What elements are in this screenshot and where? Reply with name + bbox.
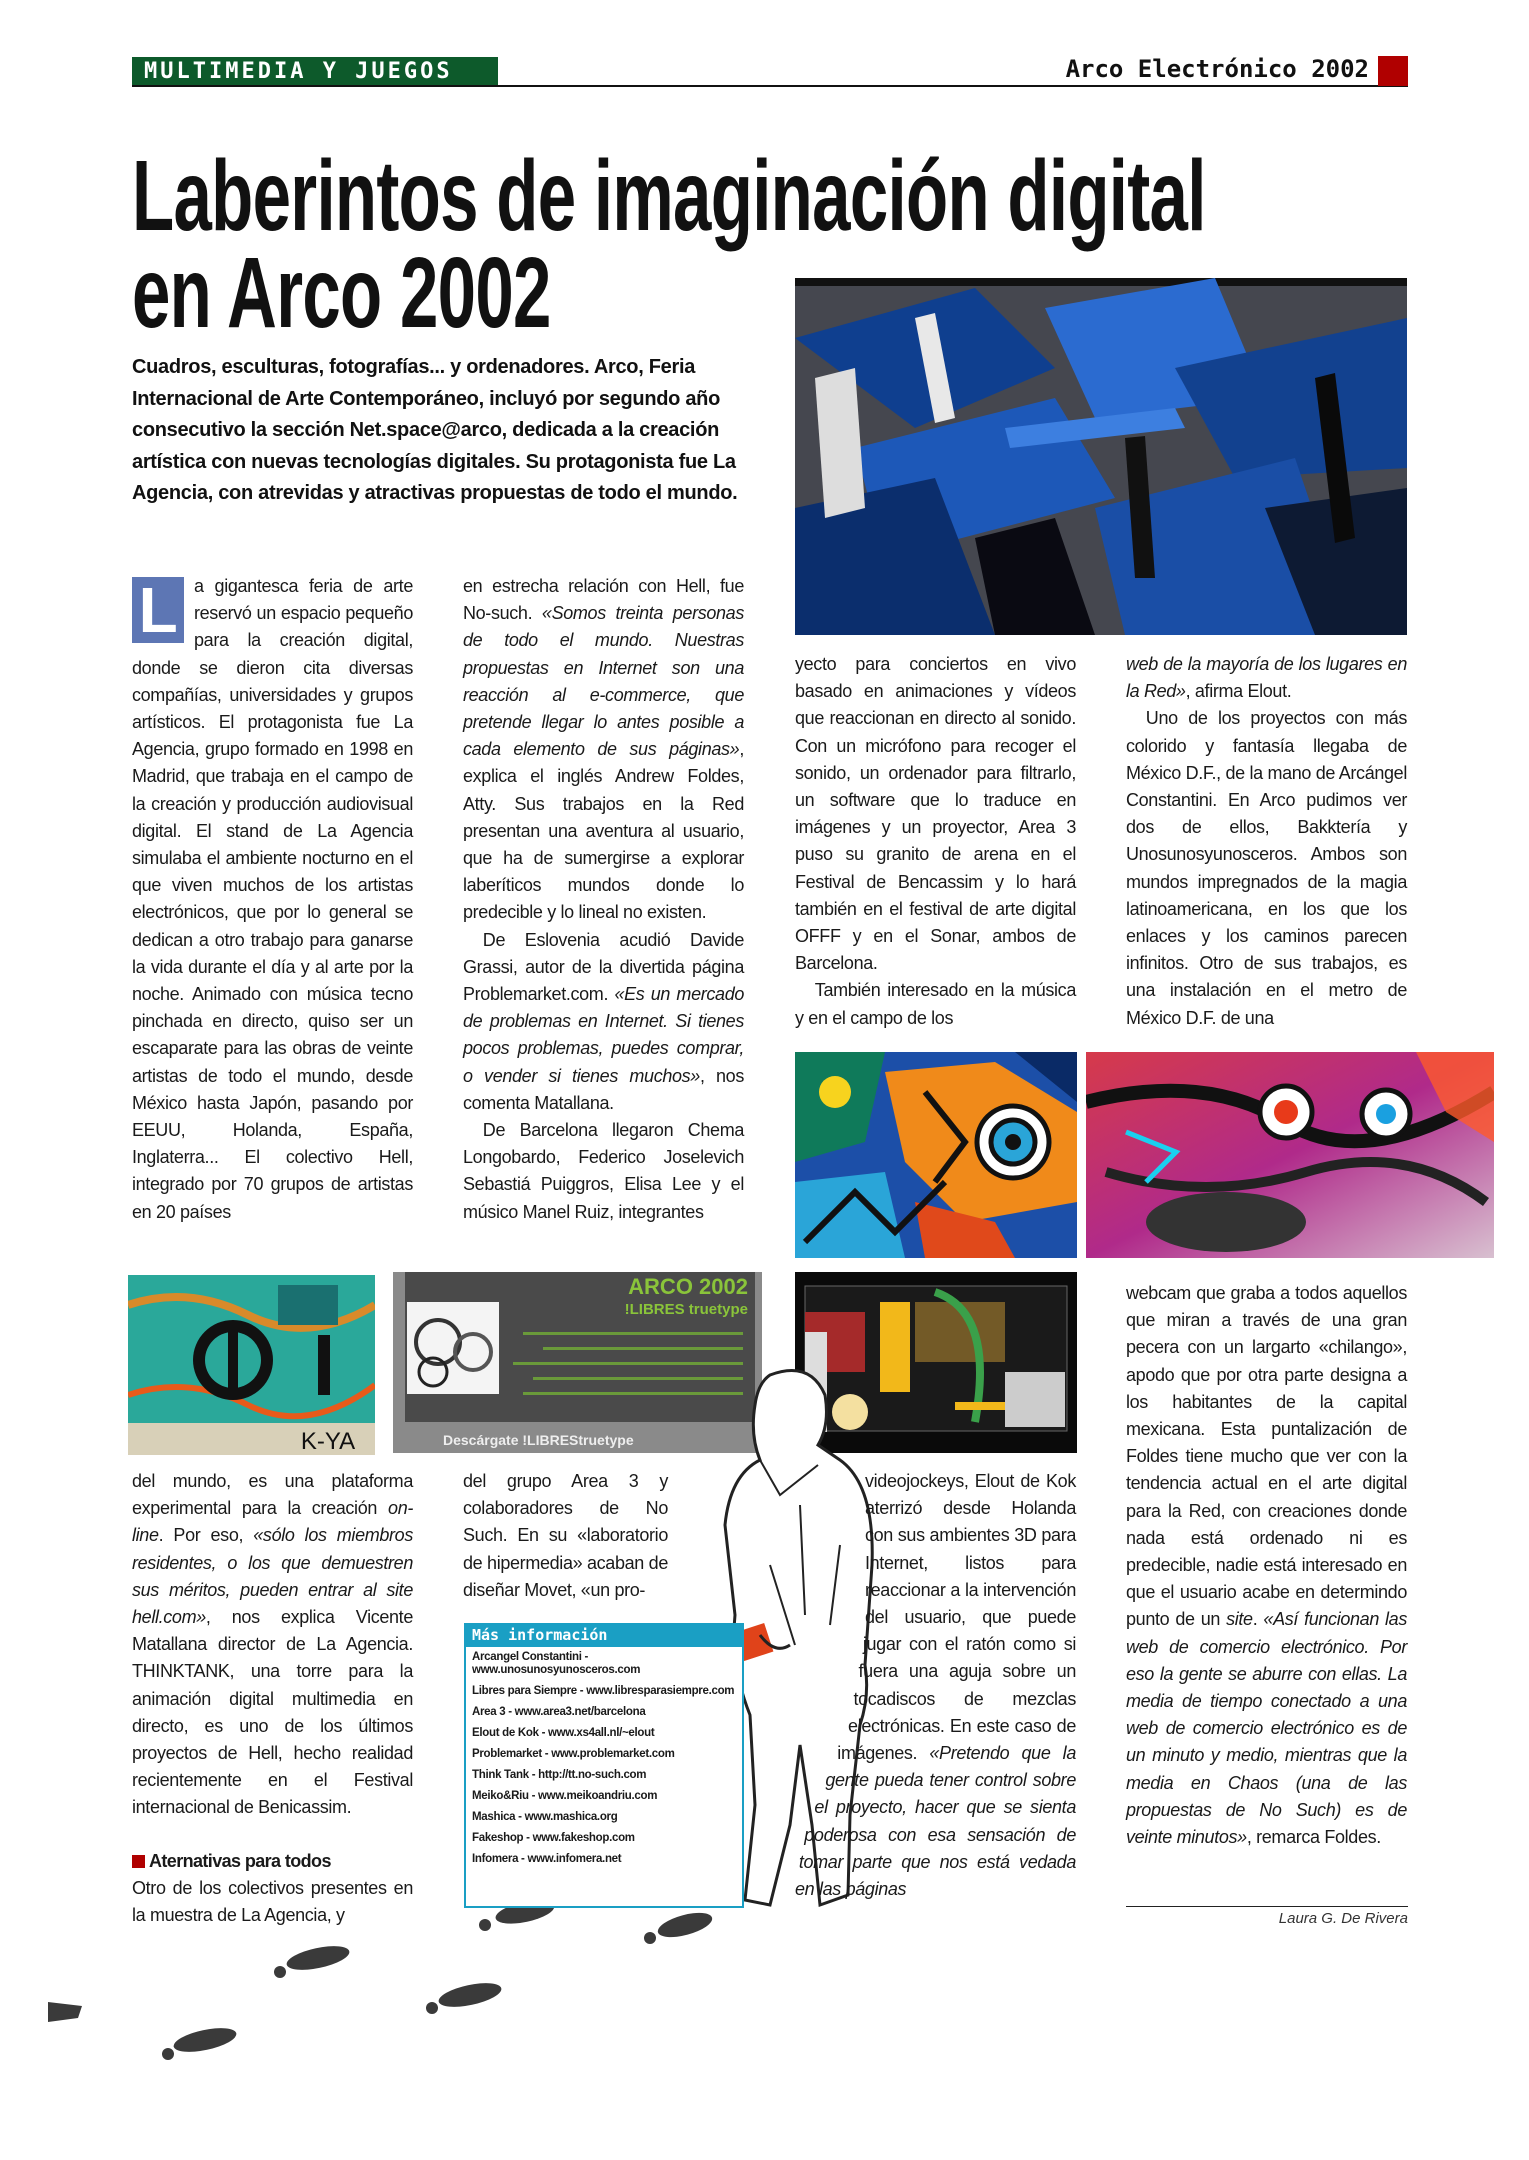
quote-text: site: [1226, 1609, 1253, 1630]
text-run: del mundo, es una plataforma experimental para la creación: [132, 1471, 413, 1519]
footprint-icon: [437, 1979, 504, 2012]
footprint-icon: [426, 2002, 438, 2014]
libres-download-link: Descárgate !LIBREStruetype: [443, 1432, 634, 1448]
paragraph: [1126, 1280, 1407, 1851]
text-run: en estrecha relación con Hell, fue No-such.: [463, 576, 744, 624]
paragraph: [1126, 705, 1407, 1031]
quote-text: «Es un mercado de problemas en Internet. Si tienes pocos problemas, puedes comprar, o vender si tienes muchos»: [463, 984, 745, 1086]
drop-cap: L: [132, 577, 184, 643]
article-column-1-top: [132, 573, 413, 1226]
info-link-libres[interactable]: Libres para Siempre - www.libresparasiempre.com: [472, 1685, 735, 1697]
section-label: MULTIMEDIA Y JUEGOS: [132, 57, 498, 86]
footprint-icon: [172, 2024, 239, 2057]
text-run: , remarca Foldes.: [1246, 1827, 1381, 1848]
paragraph: [463, 927, 744, 1117]
footprint-icon: [274, 1966, 286, 1978]
quote-text: «Somos treinta personas de todo el mundo. Nuestras propuestas en Internet son una reacción al e-commerce, que pretende llegar lo antes posible a cada elemento de sus páginas»: [463, 603, 744, 760]
footprint-icon: [644, 1932, 656, 1944]
artwork-image-abstract-face: [795, 1052, 1077, 1258]
article-column-1-bottom: [132, 1468, 413, 1929]
quote-text: «Así funcionan las web de comercio electrónico. Por eso la gente se aburre con ellas. La media de tiempo conectado a una web de comercio electrónico es de un minuto y medio, mientras que la media en Chaos (una de las propuestas de No Such) es de veinte minutos»: [1126, 1609, 1407, 1848]
article-column-4-top: [1126, 651, 1407, 1032]
info-link-area3[interactable]: Area 3 - www.area3.net/barcelona: [472, 1706, 646, 1718]
artwork-image-psychedelic-eyes: [1086, 1052, 1494, 1258]
header-divider: [132, 85, 1408, 87]
paragraph: [795, 651, 1076, 977]
quote-text: on-line: [132, 1498, 413, 1546]
footprint-icon: [655, 1908, 714, 1942]
footprint-icon: [479, 1919, 491, 1931]
article-column-3-bottom: [795, 1468, 1076, 1938]
author-byline: Laura G. De Rivera: [1278, 1910, 1408, 1927]
text-run: Otro de los colectivos presentes en la muestra de La Agencia, y: [132, 1877, 413, 1926]
info-link-problemarket[interactable]: Problemarket - www.problemarket.com: [472, 1748, 675, 1760]
text-run: , afirma Elout.: [1185, 681, 1292, 702]
artwork-image-kya: [128, 1275, 375, 1455]
paragraph: [132, 573, 413, 1226]
section-subheading: [132, 1848, 413, 1875]
paragraph: [463, 573, 744, 927]
more-info-list: [466, 1647, 742, 1878]
info-link-constantini[interactable]: Arcangel Constantini - www.unosunosyunosceros.com: [472, 1651, 641, 1676]
standfirst: Cuadros, esculturas, fotografías... y ordenadores. Arco, Feria Internacional de Arte Contemporáneo, incluyó por segundo año consecutivo la sección Net.space@arco, dedicada a la creación artística con nuevas tecnologías digitales. Su protagonista fue La Agencia, con atrevidas y atractivas propuestas de todo el mundo.: [132, 356, 738, 504]
text-run: .: [1252, 1609, 1264, 1630]
more-info-box: [464, 1623, 744, 1908]
accent-square: [1378, 56, 1408, 86]
text-run: Uno de los proyectos con más colorido y fantasía llegaba de México D.F., de la mano de Arcángel Constantini. En Arco pudimos ver dos de ellos, Bakktería y Unosunosyunosceros. Ambos son mundos impregnados de la magia latinoamericana, en los que los enlaces y los caminos parecen infinitos. Otro de sus trabajos, es una instalación en el metro de México D.F. de una: [1126, 708, 1407, 1028]
footprint-icon: [162, 2048, 174, 2060]
article-column-3-top: [795, 651, 1076, 1032]
info-link-meikoriu[interactable]: Meiko&Riu - www.meikoandriu.com: [472, 1790, 658, 1802]
quote-text: «sólo los miembros residentes, o los que demuestren sus méritos, pueden entrar al site hell.com»: [132, 1525, 413, 1628]
paragraph: [795, 977, 1076, 1031]
info-link-mashica[interactable]: Mashica - www.mashica.org: [472, 1811, 618, 1823]
text-run: a gigantesca feria de arte reservó un espacio pequeño para la creación digital, donde se dieron cita diversas compañías, universidades y grupos artísticos. El protagonista fue La Agencia, grupo formado en 1998 en Madrid, que trabaja en el campo de la creación y producción audiovisual digital. El stand de La Agencia simulaba el ambiente nocturno en el que viven muchos de los artistas electrónicos, que por lo general se dedican a otro trabajo para ganarse la vida durante el día y al arte por la noche. Animado con música tecno pinchada en directo, quiso ser un escaparate para las obras de veinte artistas de todo el mundo, desde México hasta Japón, pasando por EEUU, Holanda, España, Inglaterra... El colectivo Hell, integrado por 70 grupos de artistas en 20 países: [132, 576, 413, 1222]
text-run: videojockeys, Elout de Kok aterrizó desde Holanda con sus ambientes 3D para Internet, listos para reaccionar a la intervención del usuario, que puede jugar con el ratón como si fuera una aguja sobre un tocadiscos de mezclas electrónicas. En este caso de imágenes.: [837, 1471, 1076, 1764]
text-run: Aternativas para todos: [149, 1850, 331, 1871]
libres-subtitle: !LIBRES truetype: [624, 1301, 748, 1318]
libres-title: ARCO 2002: [628, 1274, 748, 1299]
text-run: , explica el inglés Andrew Foldes, Atty. Sus trabajos en la Red presentan una aventura al usuario, que ha de sumergirse a explorar laberíticos mundos donde lo predecible y lo lineal no existen.: [463, 739, 744, 923]
paragraph: [463, 1468, 668, 1604]
info-link-fakeshop[interactable]: Fakeshop - www.fakeshop.com: [472, 1832, 635, 1844]
paragraph: [132, 1875, 413, 1929]
text-run: del grupo Area 3 y colaboradores de No Such. En su «laboratorio de hipermedia» acaban de diseñar Movet, «un pro-: [463, 1471, 668, 1600]
author-divider: [1126, 1906, 1408, 1907]
text-run: De Eslovenia acudió Davide Grassi, autor de la divertida página Problemarket.com.: [463, 929, 744, 1005]
article-column-2-bottom: [463, 1468, 668, 1604]
text-run: , nos comenta Matallana.: [463, 1065, 744, 1113]
info-link-thinktank[interactable]: Think Tank - http://tt.no-such.com: [472, 1769, 647, 1781]
paragraph: [463, 1117, 744, 1226]
article-column-2-top: [463, 573, 744, 1226]
headline-line-2: en Arco 2002: [132, 237, 551, 349]
headline-line-1: Laberintos de imaginación digital: [132, 140, 1206, 252]
text-run: yecto para conciertos en vivo basado en animaciones y vídeos que reaccionan en directo al sonido. Con un micrófono para recoger el sonido, un ordenador para filtrarlo, un software que lo traduce en imágenes y un proyector, Area 3 puso su granito de arena en el Festival de Bencassim y lo hará también en el festival de arte digital OFFF y en el Sonar, ambos de Barcelona.: [795, 654, 1076, 974]
text-run: De Barcelona llegaron Chema Longobardo, Federico Joselevich Sebastiá Puiggros, Elisa Lee y el músico Manel Ruiz, integrantes: [463, 1120, 744, 1222]
paragraph: [1126, 651, 1407, 705]
article-column-4-bottom: [1126, 1280, 1407, 1851]
footprint-icon: [48, 2002, 82, 2022]
info-link-infomera[interactable]: Infomera - www.infomera.net: [472, 1853, 622, 1865]
quote-text: web de la mayoría de los lugares en la Red»: [1126, 654, 1407, 702]
more-info-title: Más información: [466, 1623, 742, 1647]
issue-title: Arco Electrónico 2002: [1065, 55, 1369, 83]
text-run: También interesado en la música y en el campo de los: [795, 980, 1076, 1028]
info-link-elout[interactable]: Elout de Kok - www.xs4all.nl/~elout: [472, 1727, 655, 1739]
text-run: , nos explica Vicente Matallana director de La Agencia. THINKTANK, una torre para la animación digital multimedia en directo, es uno de los últimos proyectos de Hell, hecho realidad recientemente en el Festival internacional de Benicassim.: [132, 1607, 413, 1818]
paragraph: [132, 1468, 413, 1822]
hero-image-3d-labyrinth: [795, 278, 1407, 635]
kya-label: K-YA: [300, 1428, 356, 1455]
quote-text: «Pretendo que la gente pueda tener control sobre el proyecto, hacer que se sienta poderosa con esa sensación de tomar parte que nos está vedada en las páginas: [795, 1743, 1076, 1900]
footprint-icon: [285, 1942, 352, 1975]
text-run: . Por eso,: [158, 1525, 254, 1546]
text-run: webcam que graba a todos aquellos que miran a través de una gran pecera con un largarto «chilango», apodo que por otra parte designa a los habitantes de la capital mexicana. Esta puntalización de Foldes tiene mucho que ver con la tendencia actual en el arte digital para la Red, con creaciones donde nada está ordenado ni es predecible, nadie está interesado en que el usuario acabe en determindo punto de un: [1126, 1283, 1407, 1630]
